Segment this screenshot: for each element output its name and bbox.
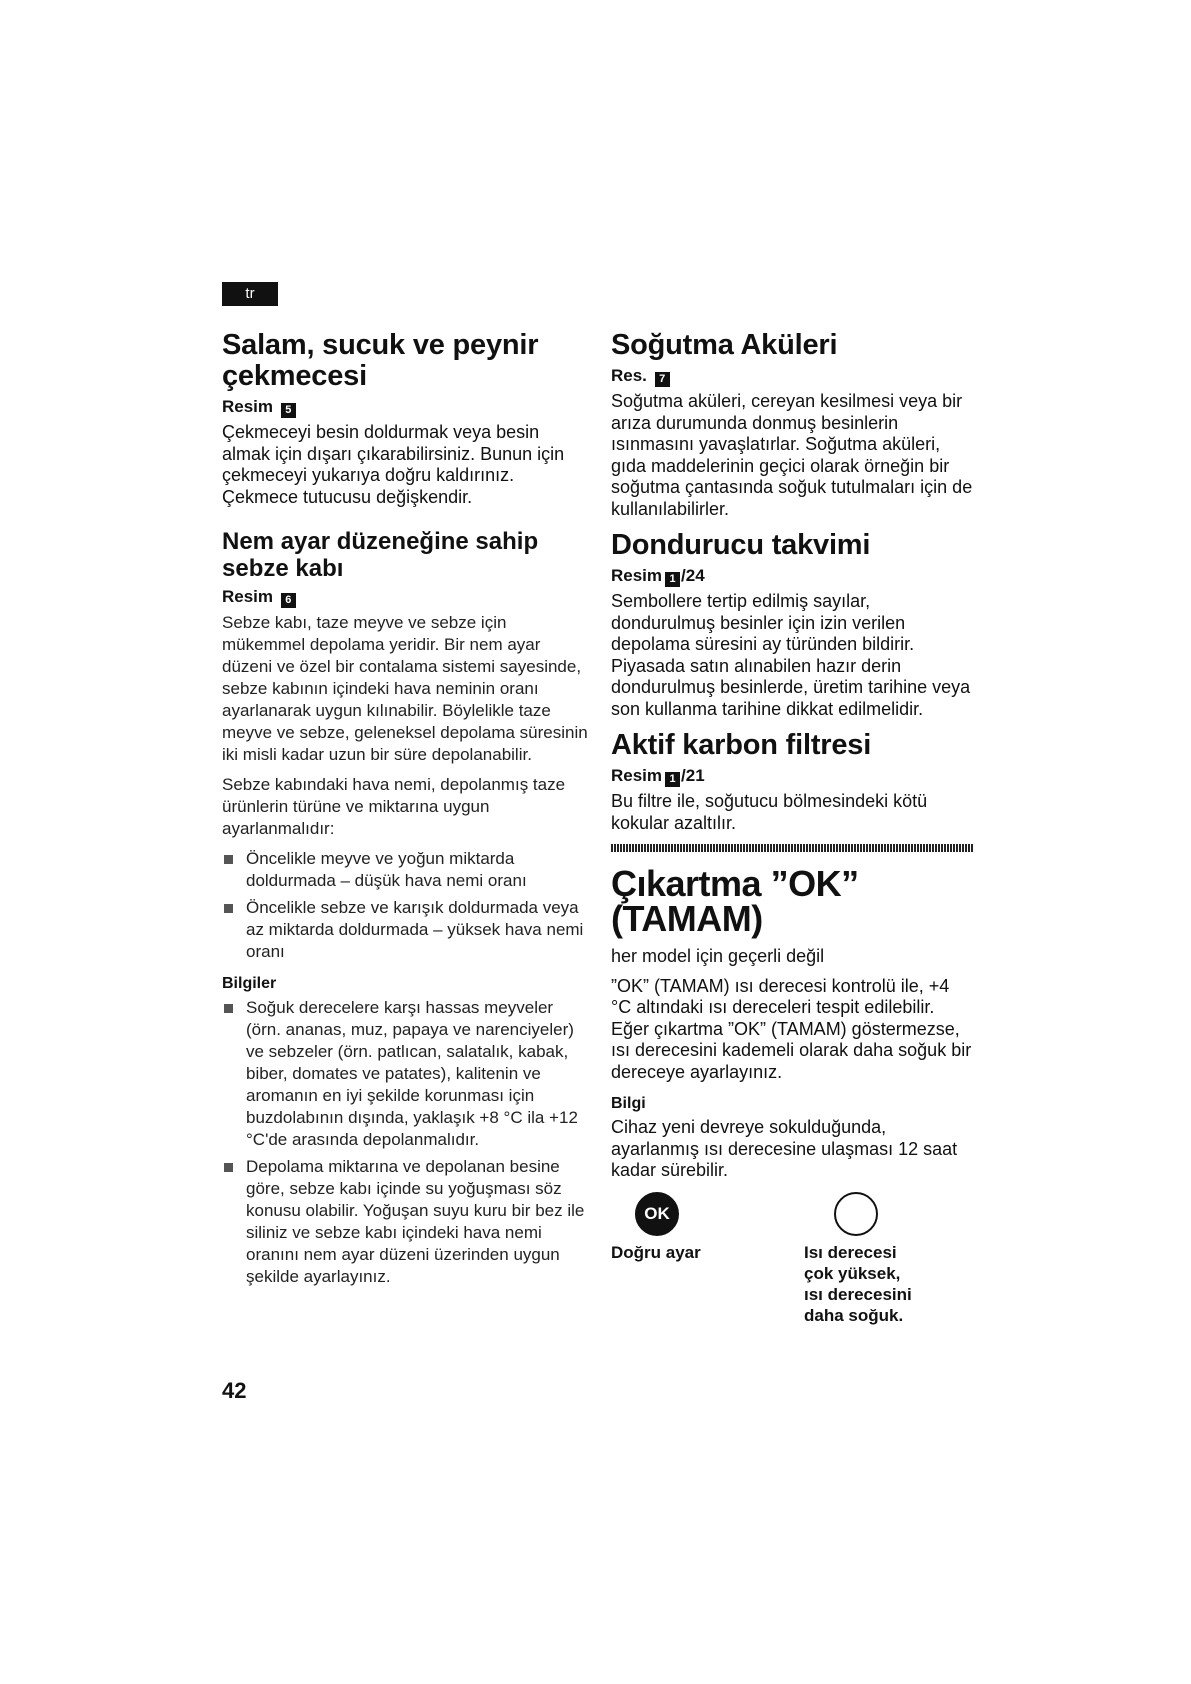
- section-paragraph: Sebze kabındaki hava nemi, depolanmış taze ürünlerin türüne ve miktarına uygun ayarlanmalıdır:: [222, 775, 566, 838]
- left-column: [222, 330, 592, 1296]
- indicator-correct: [611, 1192, 701, 1262]
- section-body: Çekmeceyi besin doldurmak veya besin almak için dışarı çıkarabilirsiniz. Bunun için çekmeceyi yukarıya doğru kaldırınız. Çekmece tutucusu değişkendir.: [222, 422, 565, 507]
- figure-reference: [611, 365, 973, 387]
- figure-ref-label: Resim: [611, 766, 663, 785]
- section-paragraph: Sebze kabı, taze meyve ve sebze için mükemmel depolama yeridir. Bir nem ayar düzeni ve özel bir contalama sistemi sayesinde, sebze kabının içindeki hava neminin oranı ayarlanarak uygun kılınabilir. Böylelikle taze meyve ve sebze, geleneksel depolama süresinin iki misli kadar uzun bir süre depolanabilir.: [222, 613, 588, 764]
- section-title: Salam, sucuk ve peynir çekmecesi: [222, 329, 539, 392]
- section-body: ”OK” (TAMAM) ısı derecesi kontrolü ile, +4 °C altındaki ısı dereceleri tespit edilebilir. Eğer çıkartma ”OK” (TAMAM) göstermezse, ısı derecesini kademeli olarak daha soğuk bir dereceye ayarlayınız.: [611, 975, 972, 1082]
- figure-reference: [611, 565, 973, 587]
- section-title: Soğutma Aküleri: [611, 329, 838, 361]
- bullet-square-icon: [224, 1163, 233, 1172]
- figure-number-badge: 1: [665, 572, 680, 587]
- figure-ref-label: Resim: [222, 587, 274, 606]
- section-body: Sembollere tertip edilmiş sayılar, dondurulmuş besinler için izin verilen depolama süresini ay türünden bildirir. Piyasada satın alınabilen hazır derin dondurulmuş besinlerde, üretim tarihine veya son kullanma tarihine dikkat edilmelidir.: [611, 591, 971, 719]
- bullet-square-icon: [224, 904, 233, 913]
- figure-ref-label: Res.: [611, 366, 647, 385]
- figure-ref-suffix: /24: [681, 566, 705, 585]
- section-divider: [611, 844, 973, 852]
- section-body: Soğutma aküleri, cereyan kesilmesi veya bir arıza durumunda donmuş besinlerin ısınmasını yavaşlatırlar. Soğutma aküleri, gıda maddelerinin geçici olarak örneğin bir soğutma çantasında soğuk tutulmaları için de kullanılabilirler.: [611, 391, 973, 519]
- chapter-subtitle: her model için geçerli değil: [611, 946, 825, 966]
- figure-reference: [222, 586, 592, 608]
- list-item: Soğuk derecelere karşı hassas meyveler (örn. ananas, muz, papaya ve narenciyeler) ve sebzeler (örn. patlıcan, salatalık, kabak, biber, domates ve patates), kalitenin ve aromanın en iyi şekilde korunması için buzdolabının dışında, yaklaşık +8 °C ila +12 °C'de arasında depolanmalıdır.: [222, 997, 592, 1151]
- section-vegetable-container: [222, 528, 592, 1288]
- section-freezer-calendar: [611, 530, 973, 720]
- figure-ref-label: Resim: [611, 566, 663, 585]
- note-heading: Bilgi: [611, 1095, 646, 1112]
- section-title: Aktif karbon filtresi: [611, 729, 872, 761]
- figure-number-badge: 1: [665, 772, 680, 787]
- language-tag: tr: [222, 282, 278, 306]
- list-item: Öncelikle meyve ve yoğun miktarda doldurmada – düşük hava nemi oranı: [222, 848, 592, 892]
- humidity-list: [222, 848, 592, 963]
- note-body: Cihaz yeni devreye sokulduğunda, ayarlanmış ısı derecesine ulaşması 12 saat kadar sürebilir.: [611, 1117, 958, 1180]
- section-body: Bu filtre ile, soğutucu bölmesindeki kötü kokular azaltılır.: [611, 791, 928, 833]
- indicator-label: Doğru ayar: [611, 1242, 701, 1262]
- section-cooling-packs: [611, 330, 973, 520]
- figure-reference: [222, 396, 592, 418]
- ok-filled-circle-icon: OK: [635, 1192, 679, 1236]
- list-item: Öncelikle sebze ve karışık doldurmada veya az miktarda doldurmada – yüksek hava nemi oranı: [222, 897, 592, 963]
- indicator-label: Isı derecesi çok yüksek, ısı derecesini daha soğuk.: [804, 1242, 912, 1325]
- page-number: 42: [222, 1378, 247, 1403]
- figure-number-badge: 5: [281, 403, 296, 418]
- right-column: [611, 330, 973, 1332]
- figure-ref-suffix: /21: [681, 766, 705, 785]
- notes-heading: Bilgiler: [222, 975, 277, 992]
- ok-indicator-legend: [611, 1192, 973, 1332]
- figure-ref-label: Resim: [222, 397, 274, 416]
- empty-circle-icon: [834, 1192, 878, 1236]
- chapter-title: Çıkartma ”OK” (TAMAM): [611, 863, 859, 939]
- bullet-square-icon: [224, 1004, 233, 1013]
- figure-number-badge: 7: [655, 372, 670, 387]
- section-title: Nem ayar düzeneğine sahip sebze kabı: [222, 528, 539, 582]
- section-title: Dondurucu takvimi: [611, 529, 871, 561]
- figure-number-badge: 6: [281, 593, 296, 608]
- section-carbon-filter: [611, 730, 973, 834]
- section-salam-drawer: [222, 330, 592, 508]
- bullet-square-icon: [224, 855, 233, 864]
- notes-list: [222, 997, 592, 1288]
- indicator-too-warm: [804, 1192, 912, 1325]
- section-ok-sticker: [611, 863, 973, 1332]
- list-item: Depolama miktarına ve depolanan besine göre, sebze kabı içinde su yoğuşması söz konusu olabilir. Yoğuşan suyu kuru bir bez ile siliniz ve sebze kabı içindeki hava nemi oranını nem ayar düzeni üzerinden uygun şekilde ayarlayınız.: [222, 1156, 592, 1288]
- figure-reference: [611, 765, 973, 787]
